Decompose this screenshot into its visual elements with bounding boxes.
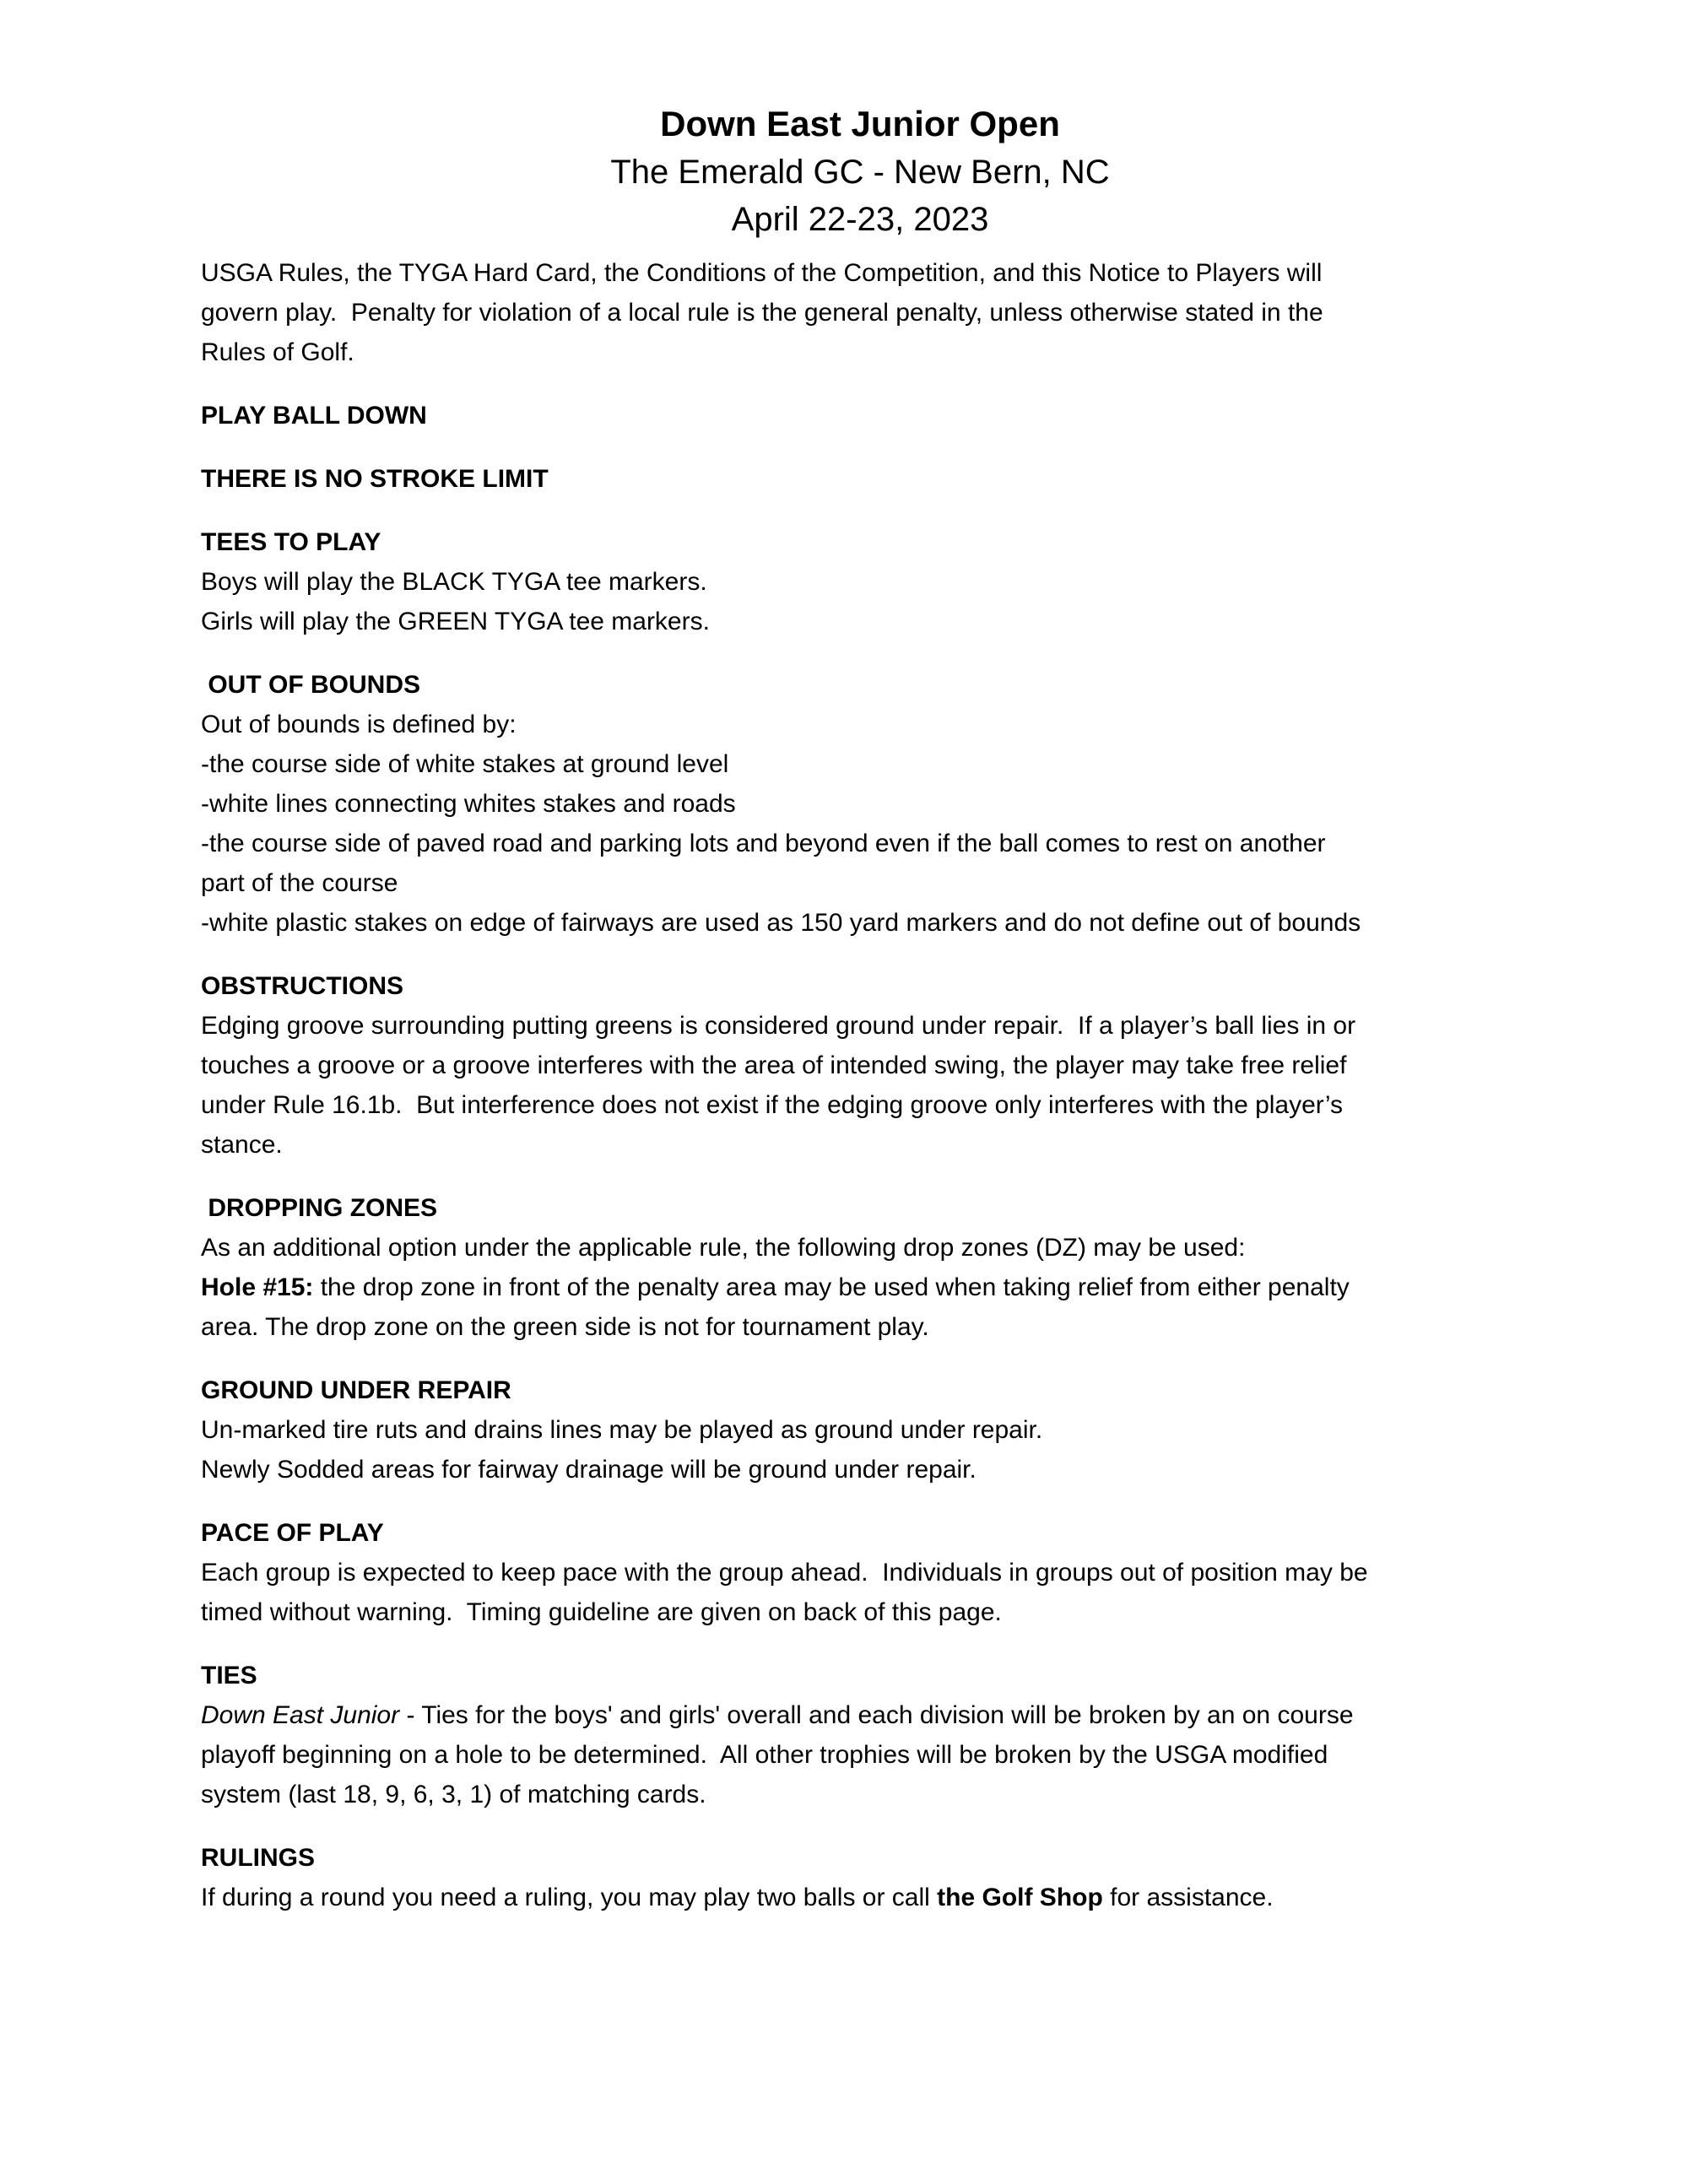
text-line: under Rule 16.1b. But interference does not exist if the edging groove only interferes with the player’s (201, 1091, 1344, 1119)
text-line: Newly Sodded areas for fairway drainage will be ground under repair. (201, 1456, 977, 1484)
text-line: -white lines connecting whites stakes and roads (201, 790, 736, 818)
text-line: govern play. Penalty for violation of a local rule is the general penalty, unless otherwise stated in the (201, 299, 1323, 327)
hole-15-label: Hole #15: (201, 1273, 314, 1301)
text-segment: the drop zone in front of the penalty area may be used when taking relief from either penalty (313, 1273, 1350, 1301)
text-segment: - Ties for the boys' and girls' overall and each division will be broken by an on course (399, 1701, 1354, 1729)
date-line: April 22-23, 2023 (731, 201, 989, 238)
heading-ground-under-repair: GROUND UNDER REPAIR (201, 1376, 511, 1404)
heading-obstructions: OBSTRUCTIONS (201, 972, 403, 1000)
venue-line: The Emerald GC - New Bern, NC (610, 154, 1110, 191)
heading-dropping-zones: DROPPING ZONES (201, 1194, 438, 1222)
heading-ties: TIES (201, 1662, 257, 1689)
text-line: As an additional option under the applicable rule, the following drop zones (DZ) may be used: (201, 1234, 1246, 1262)
text-line: Girls will play the GREEN TYGA tee markers. (201, 608, 710, 635)
heading-out-of-bounds: OUT OF BOUNDS (201, 671, 421, 699)
text-line: Rules of Golf. (201, 338, 354, 366)
heading-stroke-limit: THERE IS NO STROKE LIMIT (201, 465, 549, 493)
text-segment: for assistance. (1102, 1884, 1274, 1911)
text-line: Un-marked tire ruts and drains lines may be played as ground under repair. (201, 1416, 1043, 1444)
section-rulings (201, 1838, 1519, 1917)
text-line: system (last 18, 9, 6, 3, 1) of matching cards. (201, 1781, 706, 1808)
section-stroke-limit (201, 459, 1519, 499)
section-ground-under-repair (201, 1370, 1519, 1489)
text-line: part of the course (201, 869, 398, 897)
heading-pace-of-play: PACE OF PLAY (201, 1519, 384, 1547)
text-line: -the course side of paved road and parking lots and beyond even if the ball comes to rest on another (201, 830, 1326, 857)
text-line: stance. (201, 1131, 283, 1159)
text-line: Each group is expected to keep pace with the group ahead. Individuals in groups out of position may be (201, 1559, 1368, 1587)
text-line: Out of bounds is defined by: (201, 711, 517, 738)
page-title: Down East Junior Open (660, 104, 1060, 143)
heading-play-ball-down: PLAY BALL DOWN (201, 402, 427, 430)
text-line: timed without warning. Timing guideline are given on back of this page. (201, 1598, 1002, 1626)
section-dropping-zones (201, 1188, 1519, 1347)
document-header (201, 100, 1519, 243)
golf-shop-bold: the Golf Shop (937, 1884, 1103, 1911)
section-tees-to-play (201, 522, 1519, 641)
text-line: Edging groove surrounding putting greens is considered ground under repair. If a player’s ball lies in or (201, 1012, 1356, 1040)
heading-rulings: RULINGS (201, 1844, 315, 1872)
text-line (201, 1878, 1519, 1917)
section-out-of-bounds (201, 665, 1519, 943)
text-line: -the course side of white stakes at ground level (201, 750, 729, 778)
text-line: area. The drop zone on the green side is not for tournament play. (201, 1313, 929, 1341)
text-line: -white plastic stakes on edge of fairways are used as 150 yard markers and do not define out of bounds (201, 909, 1361, 937)
section-ties (201, 1656, 1519, 1814)
text-segment: If during a round you need a ruling, you may play two balls or call (201, 1884, 938, 1911)
text-line: USGA Rules, the TYGA Hard Card, the Conditions of the Competition, and this Notice to Players will (201, 259, 1323, 287)
text-line (201, 1268, 1519, 1307)
heading-tees-to-play: TEES TO PLAY (201, 528, 381, 556)
text-line: Boys will play the BLACK TYGA tee markers. (201, 568, 707, 596)
text-line: touches a groove or a groove interferes with the area of intended swing, the player may take free relief (201, 1051, 1347, 1079)
text-line: playoff beginning on a hole to be determined. All other trophies will be broken by the USGA modified (201, 1741, 1328, 1769)
section-pace-of-play (201, 1513, 1519, 1632)
section-play-ball-down (201, 396, 1519, 435)
text-line (201, 1695, 1519, 1735)
section-obstructions (201, 966, 1519, 1165)
intro-paragraph (201, 253, 1519, 372)
ties-event-name-italic: Down East Junior (201, 1701, 400, 1729)
